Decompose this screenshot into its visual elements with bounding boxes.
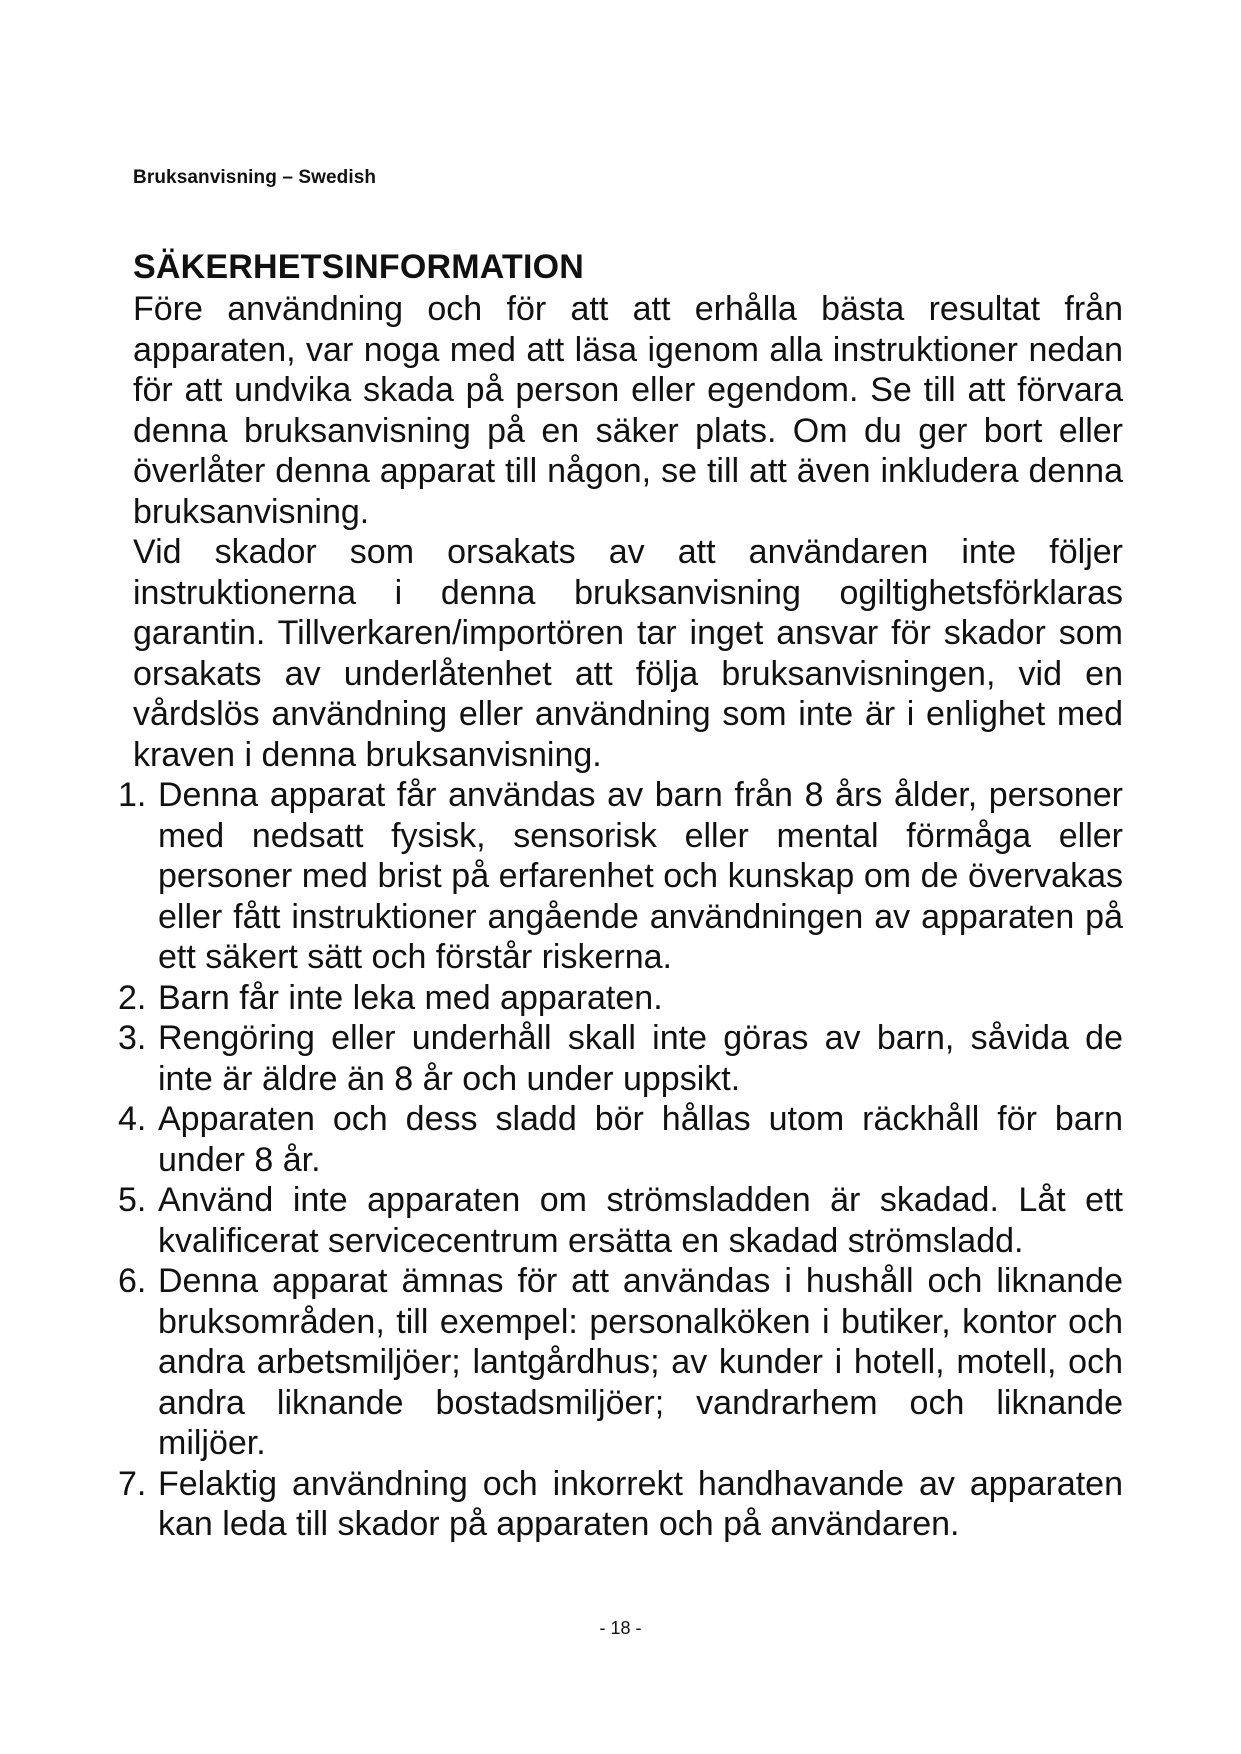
list-item-text: Barn får inte leka med apparaten. — [158, 978, 663, 1017]
document-language-label: Bruksanvisning – Swedish — [133, 167, 377, 188]
list-item — [118, 1180, 1123, 1261]
list-item-text: Denna apparat får användas av barn från 8 års ålder, personer med nedsatt fysisk, sensorisk eller mental förmåga eller personer med brist på erfarenhet och kunskap om de övervakas eller fått instruktioner angående användningen av apparaten på ett säkert sätt och förstår riskerna. — [158, 776, 1123, 976]
list-item-text: Felaktig användning och inkorrekt handhavande av apparaten kan leda till skador på apparaten och på användaren. — [158, 1464, 1123, 1543]
list-item — [118, 978, 1123, 1019]
list-item-number: 2. — [118, 978, 147, 1017]
list-item-number: 1. — [118, 776, 147, 814]
list-item — [118, 1099, 1123, 1180]
list-item — [118, 1261, 1123, 1464]
list-item-number: 5. — [118, 1181, 147, 1219]
list-item-text: Rengöring eller underhåll skall inte göras av barn, såvida de inte är äldre än 8 år och under uppsikt. — [158, 1019, 1123, 1098]
section-title: SÄKERHETSINFORMATION — [133, 248, 585, 286]
list-item-text: Använd inte apparaten om strömsladden är skadad. Låt ett kvalificerat servicecentrum ersätta en skadad strömsladd. — [158, 1181, 1123, 1260]
list-item — [118, 1464, 1123, 1545]
safety-text-block — [118, 289, 1123, 1545]
page-number: - 18 - — [599, 1618, 642, 1638]
list-item-text: Denna apparat ämnas för att användas i hushåll och liknande bruksområden, till exempel: personalköken i butiker, kontor och andra arbetsmiljöer; lantgårdhus; av kunder i hotell, motell, och andra liknande bostadsmiljöer; vandrarhem och liknande miljöer. — [158, 1262, 1123, 1462]
list-item-text: Apparaten och dess sladd bör hållas utom räckhåll för barn under 8 år. — [158, 1100, 1123, 1179]
list-item-number: 4. — [118, 1100, 147, 1138]
list-item — [118, 775, 1123, 978]
list-item-number: 3. — [118, 1019, 147, 1057]
intro-paragraph: Före användning och för att att erhålla bästa resultat från apparaten, var noga med att läsa igenom alla instruktioner nedan för att undvika skada på person eller egendom. Se till att förvara denna bruksanvisning på en säker plats. Om du ger bort eller överlåter denna apparat till någon, se till att även inkludera denna bruksanvisning. — [133, 290, 1123, 531]
warranty-paragraph: Vid skador som orsakats av att användaren inte följer instruktionerna i denna bruksanvisning ogiltighetsförklaras garantin. Tillverkaren/importören tar inget ansvar för skador som orsakats av underlåtenhet att följa bruksanvisningen, vid en vårdslös användning eller användning som inte är i enlighet med kraven i denna bruksanvisning. — [133, 533, 1123, 774]
safety-rules-list — [118, 775, 1123, 1545]
list-item-number: 6. — [118, 1262, 147, 1300]
list-item — [118, 1018, 1123, 1099]
list-item-number: 7. — [118, 1464, 147, 1503]
